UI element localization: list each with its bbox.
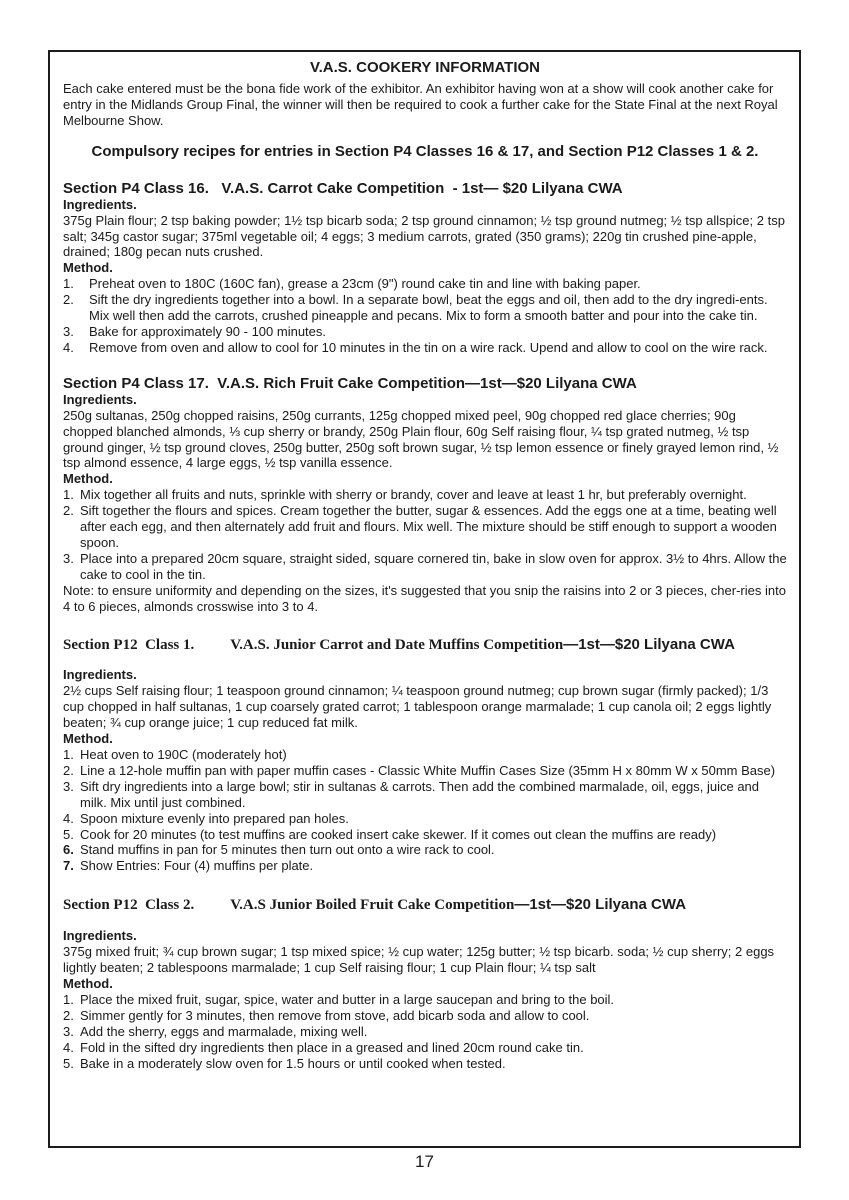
page-title: V.A.S. COOKERY INFORMATION (309, 59, 541, 76)
method-label: Method. (63, 471, 113, 487)
section-p4-class17 (63, 375, 787, 615)
method-step-number: 1. (63, 487, 74, 503)
method-step-number: 3. (63, 778, 74, 794)
method-step-text: Line a 12-hole muffin pan with paper muffin cases - Classic White Muffin Cases Size (35mm H x 80mm W x 50mm Base) (80, 762, 776, 778)
method-step (63, 992, 787, 1008)
method-step-text: Bake in a moderately slow oven for 1.5 hours or until cooked when tested. (80, 1055, 506, 1071)
method-step (63, 503, 787, 551)
heading-competition-title: V.A.S. Junior Carrot and Date Muffins Competition (230, 637, 564, 654)
section-p12-class1-heading (63, 636, 787, 654)
heading-class-label: Section P12 Class 2. (63, 897, 195, 914)
method-step-number: 5. (63, 826, 74, 842)
method-list (63, 487, 787, 582)
ingredients-label: Ingredients. (63, 391, 137, 407)
method-step-text: Simmer gently for 3 minutes, then remove from stove, add bicarb soda and allow to cool. (80, 1007, 590, 1023)
method-step (63, 827, 787, 843)
method-step-number: 1. (63, 276, 74, 292)
ingredients-text: 2½ cups Self raising flour; 1 teaspoon ground cinnamon; ¼ teaspoon ground nutmeg; cup brown sugar (firmly packed); 1/3 cup chopped in half sultanas, 1 cup coarsely grated carrot; 1 tablespoon orange marmalade; 1 cup canola oil; 2 eggs lightly beaten; ¾ cup orange juice; 1 cup reduced fat milk. (63, 683, 772, 731)
method-step (63, 1008, 787, 1024)
method-step-text: Preheat oven to 180C (160C fan), grease a 23cm (9") round cake tin and line with baking paper. (89, 276, 641, 292)
page-number: 17 (415, 1152, 434, 1171)
method-step-text: Bake for approximately 90 - 100 minutes. (89, 323, 327, 339)
method-step-number: 2. (63, 292, 74, 308)
method-step-number: 5. (63, 1055, 74, 1071)
heading-prize-suffix: —1st—$20 Lilyana CWA (514, 896, 687, 914)
method-step-text: Spoon mixture evenly into prepared pan holes. (80, 810, 349, 826)
method-step-text: Mix together all fruits and nuts, sprinkle with sherry or brandy, cover and leave at least 1 hr, but preferably overnight. (80, 487, 747, 503)
method-step-text: Remove from oven and allow to cool for 10 minutes in the tin on a wire rack. Upend and allow to cool on the wire rack. (89, 339, 768, 355)
method-step-text: Fold in the sifted dry ingredients then place in a greased and lined 20cm round cake tin. (80, 1039, 584, 1055)
ingredients-text: 375g mixed fruit; ¾ cup brown sugar; 1 tsp mixed spice; ½ cup water; 125g butter; ½ tsp bicarb. soda; ½ cup sherry; 2 eggs lightly beaten; 2 tablespoons marmalade; 1 cup Self raising flour; 1 cup Plain flour; ¼ tsp salt (63, 944, 775, 976)
method-step (63, 747, 787, 763)
method-label: Method. (63, 260, 113, 276)
method-step-number: 1. (63, 991, 74, 1007)
section-p12-class2 (63, 896, 787, 1071)
method-step (63, 292, 787, 324)
method-label: Method. (63, 975, 113, 991)
method-step-text: Cook for 20 minutes (to test muffins are cooked insert cake skewer. If it comes out clean the muffins are ready) (80, 826, 717, 842)
section-p4-class17-heading: Section P4 Class 17. V.A.S. Rich Fruit Cake Competition—1st—$20 Lilyana CWA (63, 374, 637, 392)
compulsory-recipes-line: Compulsory recipes for entries in Section P4 Classes 16 & 17, and Section P12 Classes 1 & 2. (91, 142, 759, 160)
method-step (63, 276, 787, 292)
uniformity-note: Note: to ensure uniformity and depending on the sizes, it's suggested that you snip the raisins into 2 or 3 pieces, cher-ries into 4 to 6 pieces, almonds crosswise into 3 to 4. (63, 582, 786, 614)
heading-prize-suffix: —1st—$20 Lilyana CWA (563, 636, 735, 654)
method-step-number: 6. (63, 842, 74, 858)
method-step-text: Place the mixed fruit, sugar, spice, water and butter in a large saucepan and bring to the boil. (80, 991, 615, 1007)
method-step (63, 811, 787, 827)
method-step-number: 4. (63, 810, 74, 826)
intro-paragraph: Each cake entered must be the bona fide work of the exhibitor. An exhibitor having won at a show will cook another cake for entry in the Midlands Group Final, the winner will then be required to cook a further cake for the State Final at the next Royal Melbourne Show. (63, 81, 778, 128)
method-step (63, 324, 787, 340)
section-p4-class16 (63, 180, 787, 356)
method-step (63, 1056, 787, 1072)
method-step-text: Place into a prepared 20cm square, straight sided, square cornered tin, bake in slow oven for approx. 3½ to 4hrs. Allow the cake to cool in the tin. (80, 550, 787, 582)
ingredients-label: Ingredients. (63, 928, 137, 944)
ingredients-text: 250g sultanas, 250g chopped raisins, 250g currants, 125g chopped mixed peel, 90g chopped red glace cherries; 90g chopped blanched almonds, ⅓ cup sherry or brandy, 250g Plain flour, 60g Self raising flour, ¼ tsp grated nutmeg, ½ tsp ground ginger, ½ tsp ground cloves, 250g butter, 250g soft brown sugar, ½ tsp lemon essence or finely grayed lemon rind, ½ tsp almond essence, 4 large eggs, ½ tsp vanilla essence. (63, 407, 779, 471)
method-step-number: 1. (63, 747, 74, 762)
method-step (63, 487, 787, 503)
method-step (63, 779, 787, 811)
method-step-number: 3. (63, 550, 74, 566)
method-list (63, 747, 787, 874)
heading-class-label: Section P12 Class 1. (63, 637, 195, 654)
method-step-number: 7. (63, 858, 74, 874)
method-step-text: Heat oven to 190C (moderately hot) (80, 747, 287, 762)
method-step (63, 1024, 787, 1040)
method-step-number: 3. (63, 1023, 74, 1039)
ingredients-text: 375g Plain flour; 2 tsp baking powder; 1½ tsp bicarb soda; 2 tsp ground cinnamon; ½ tsp ground nutmeg; ½ tsp allspice; 2 tsp salt; 345g castor sugar; 375ml vegetable oil; 4 eggs; 3 medium carrots, grated (350 grams); 220g tin crushed pine-apple, drained; 180g pecan nuts crushed. (63, 212, 785, 260)
heading-competition-title: V.A.S Junior Boiled Fruit Cake Competition (230, 897, 515, 914)
method-step-number: 4. (63, 339, 74, 355)
method-step (63, 1040, 787, 1056)
section-p4-class16-heading: Section P4 Class 16. V.A.S. Carrot Cake Competition - 1st— $20 Lilyana CWA (63, 179, 623, 197)
method-label: Method. (63, 731, 113, 747)
method-step-number: 2. (63, 503, 74, 519)
method-step (63, 763, 787, 779)
ingredients-label: Ingredients. (63, 196, 137, 212)
method-list (63, 992, 787, 1072)
method-list (63, 276, 787, 356)
method-step-text: Stand muffins in pan for 5 minutes then turn out onto a wire rack to cool. (80, 842, 495, 858)
method-step (63, 842, 787, 858)
ingredients-label: Ingredients. (63, 667, 137, 683)
method-step-text: Show Entries: Four (4) muffins per plate. (80, 858, 314, 874)
method-step-number: 2. (63, 1007, 74, 1023)
method-step-number: 3. (63, 323, 74, 339)
method-step (63, 340, 787, 356)
section-p12-class1 (63, 636, 787, 874)
method-step-number: 2. (63, 762, 74, 778)
method-step (63, 858, 787, 874)
method-step-text: Sift together the flours and spices. Cream together the butter, sugar & essences. Add the eggs one at a time, beating well after each egg, and then alternately add fruit and flours. Mix well. The mixture should be stiff enough to support a wooden spoon. (80, 503, 777, 550)
method-step (63, 551, 787, 583)
section-p12-class2-heading (63, 896, 787, 914)
method-step-text: Sift dry ingredients into a large bowl; stir in sultanas & carrots. Then add the combined marmalade, oil, eggs, juice and milk. Mix until just combined. (80, 778, 760, 810)
method-step-text: Add the sherry, eggs and marmalade, mixing well. (80, 1023, 368, 1039)
method-step-text: Sift the dry ingredients together into a bowl. In a separate bowl, beat the eggs and oil, then add to the dry ingredi-ents. Mix well then add the carrots, crushed pineapple and pecans. Mix to form a smooth batter and pour into the cake tin. (89, 292, 768, 324)
method-step-number: 4. (63, 1039, 74, 1055)
page-border-box (48, 50, 801, 1148)
